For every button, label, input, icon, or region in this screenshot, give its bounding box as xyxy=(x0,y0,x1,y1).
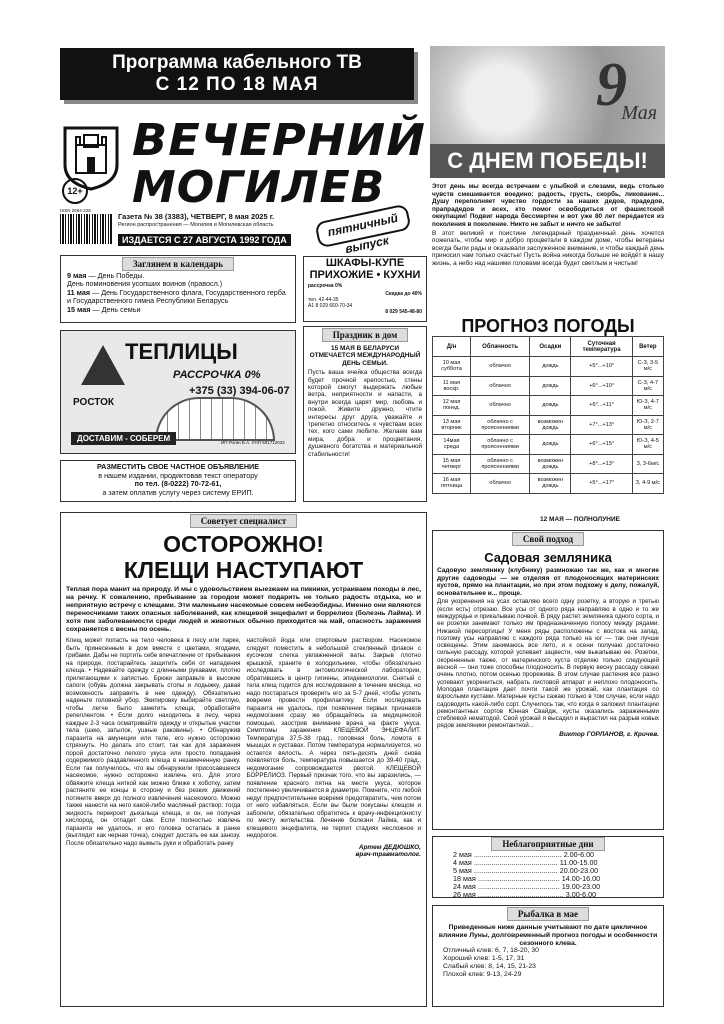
ticks-heading: Советует специалист xyxy=(61,513,426,529)
family-lead: 15 МАЯ В БЕЛАРУСИ ОТМЕЧАЕТСЯ МЕЖДУНАРОДНЫЙ ДЕНЬ СЕМЬИ. xyxy=(309,345,421,367)
issue-info: Газета № 38 (3383), ЧЕТВЕРГ, 8 мая 2025 г. xyxy=(118,212,275,221)
victory-greeting-bold: Этот день мы всегда встречаем с улыбкой и слезами, ведь столько чувств смешивается воедино: радость, грусть, скорбь, ликование... Душу переполняет чувство гордости за наших дедов, прадедов, прапрадедов и всех, кто помог освободиться от фашистской оккупации! Подвиг народа бессмертен и вот уже 80 лет передается из поколения в поколение. Никто не забыт и ничто не забыто! xyxy=(432,183,664,228)
furniture-phone3: 8 029 545-48-80 xyxy=(385,309,422,315)
furniture-phone1: тел. 42-44-35 xyxy=(308,297,339,303)
tv-banner-line1: Программа кабельного ТВ xyxy=(112,52,362,73)
greenhouse-phone: +375 (33) 394-06-07 xyxy=(189,385,290,397)
greenhouse-delivery: ДОСТАВИМ - СОБЕРЕМ xyxy=(71,432,176,445)
family-day-article xyxy=(303,326,427,502)
fishing-lead: Приведенные ниже данные учитывают по дате цикличное влияние Луны, долговременный прогноз погоды и особенности сезонного клева. xyxy=(438,924,658,947)
ticks-author-role: врач-травматолог. xyxy=(355,851,421,859)
distribution-region: Регион распространения — Могилев и Могилевская область xyxy=(118,222,274,228)
friday-edition-stamp: пятничный выпуск xyxy=(314,204,411,249)
weather-title: ПРОГНОЗ ПОГОДЫ xyxy=(461,316,635,336)
fishing-heading: Рыбалка в мае xyxy=(433,906,663,922)
list-item: 5 мая .......................................... 20.00-23.00 xyxy=(453,866,599,875)
furniture-phone2: A1 8 029 660-70-34 xyxy=(308,303,353,309)
furniture-installment: рассрочка 0% xyxy=(308,283,343,289)
ticks-column-2: настойкой йода или спиртовым раствором. Насекомое следует поместить в небольшой стеклянный флакон с кусочком слегка увлажненной ваты. Закрыв плотно крышкой, храните в холодильнике, чтобы обязательно исследовать в энтомологической лаборатории, обратившись в центр гигиены, эпидемиологии. Снятый с тела клещ годится для исследования в течение месяца, но надо постараться проверить его за 5-7 дней, чтобы успеть вовремя провести профилактику. Если исследовать паразита не удалось, при появлении первых признаков недомогания сразу же обращайтесь за медицинской помощью, заострив внимание врача на факте укуса. Симптомы заражения КЛЕЩЕВОЙ ЭНЦЕФАЛИТ. Температура 37,5-38 град., головная боль, ломота в мышцах и суставах. Потом температура нормализуется, но остается вялость. А через пять-десять дней снова появляется боль, температура повышается до 39-40 град., недомогание сопровождается рвотой. КЛЕЩЕВОЙ БОРРЕЛИОЗ. Первый признак того, что вы заразились, — появление красного пятна на месте укуса, которое постепенно увеличивается в диаметре. Помните, что любой недуг предпочтительнее вовремя предотвратить, чем потом от него избавляться. Если вы были покусаны клещом и заболели, обязательно обратитесь к врачу-инфекционисту по месту жительства. Лечение болезни Лайма, как и клещевого энцефалита, не терпит стадиях несложное и недорогое. xyxy=(246,637,421,839)
photo-number: 9 xyxy=(596,51,627,119)
greenhouse-title: ТЕПЛИЦЫ xyxy=(125,339,238,364)
rostok-logo-icon xyxy=(81,345,125,385)
private-ad-line1: РАЗМЕСТИТЬ СВОЕ ЧАСТНОЕ ОБЪЯВЛЕНИЕ xyxy=(97,462,259,471)
weather-header-row: Д/н Облачность Осадки Суточная температура Ветер xyxy=(433,337,664,357)
issn-number: ISSN 2664-228 xyxy=(60,208,91,213)
table-row: 15 мая четверг облачно с прояснениями возможен дождь +8°...+13° З, 3-6м/с xyxy=(433,454,664,474)
greenhouse-advert xyxy=(60,330,296,454)
private-ad-line3: по тел. (8-0222) 70-72-61, xyxy=(134,479,222,489)
greenhouse-fineprint: ИП Рогин Б.А. УНП 591712032 xyxy=(221,440,285,445)
unfavorable-days-box xyxy=(432,836,664,898)
greenhouse-installment: РАССРОЧКА 0% xyxy=(173,369,261,381)
private-ad-notice xyxy=(60,460,296,502)
table-row: 11 мая воскр. облачно дождь +6°...+10° С-З, 4-7 м/с xyxy=(433,376,664,396)
family-body: Пусть ваша ячейка общества всегда будет прочной крепостью, стены которой смогут выдержать любые ветра, неприятности и напасти, а внутри всегда царят мир, любовь и покой. Живите дружно, чтите интересы друг друга, уважайте и трепетно относитесь к чувствам всех тех, кого сами любите. Желаем вам мира, добра и процветания, душевного богатства и материальной стабильности! xyxy=(308,369,422,458)
full-moon-note: 12 МАЯ — ПОЛНОЛУНИЕ xyxy=(540,516,620,523)
masthead-title-line2: МОГИЛЕВ xyxy=(132,162,386,213)
list-item: Отличный клев: 6, 7, 18-20, 30 xyxy=(443,947,539,955)
garden-lead: Садовую землянику (клубнику) размножаю так же, как и многие другие садоводы — не отделяя от плодоносящих материнских кустов, прямо на плантации, но при этом подхожу к делу, пожалуй, основательнее и... проще. xyxy=(437,567,659,597)
ticks-column-1: Клещ может попасть на тело человека в лесу или парке, быть принесенным в дом вместе с цветами, ягодами, грибами. Дабы не портить себе впечатление от пребывания на природе, постарайтесь защитить себя от нападения клеща. • Надевайте одежду с длинными рукавами, плотно прилегающими к запястью. Брюки заправьте в высокие сапоги (обувь должна закрывать стопы и лодыжку, давая возможность заправить в нее одежду). Обязательно наденьте головной убор. Экипировку выбирайте светлую, чтобы легче было заметить клеща, обработайте репеллентом. • Если долго находитесь в лесу, через каждые 2-3 часа осматривайте одежду и открытые участки тела (шею, затылок, ушные раковины). • Обнаружив паразита на амуниции или теле, его нужно осторожно стряхнуть. Но делать это стоит, так как для заражения порой достаточно легкого укуса или просто попадания содержимого раздавленного клеща в незамеченную ранку. Если так получилось, что вы обнаружили присосавшееся насекомое, нужно осторожно извлечь его. Для этого обвяжите клеща ниткой как можно ближе к хоботку, затем растяните ее концы в сторону и без резких движений потяните вверх до полного извлечения насекомого. Можно также нанести на него какой-либо масляный раствор: тогда жидкость перекроет дыхальца клеща, и он, не получая кислород, он отпадет сам. Если полностью извлечь паразита не удалось, и его головка осталась в ранке (выглядит как черная точка), следует достать ее как занозу. После обязательно надо вымыть руки и обработать ранку xyxy=(66,637,241,847)
calendar-item: 11 мая — День Государственного флага, Государственного герба и Государственного гимна Республики Беларусь xyxy=(67,287,286,306)
greenhouse-brand: РОСТОК xyxy=(73,397,115,408)
victory-caption: С ДНЕМ ПОБЕДЫ! xyxy=(430,144,665,178)
list-item: 4 мая .......................................... 11.00-15.00 xyxy=(453,858,598,867)
bad-days-heading: Неблагоприятные дни xyxy=(433,837,663,851)
calendar-box xyxy=(60,255,296,323)
furniture-discount: Скидка до 40% xyxy=(385,291,422,297)
victory-day-photo xyxy=(430,46,665,178)
ticks-headline-1: ОСТОРОЖНО! xyxy=(163,531,324,557)
furniture-advert xyxy=(303,256,427,322)
fishing-box xyxy=(432,905,664,1007)
garden-headline: Садовая земляника xyxy=(484,550,612,565)
table-row: 12 мая понед. облачно дождь +6°...+11° Ю-З, 4-7 м/с xyxy=(433,396,664,416)
table-row: 10 мая суббота облачно дождь +5°...+10° С-З, 3-5 м/с xyxy=(433,357,664,377)
list-item: Плохой клев: 9-13, 24-29 xyxy=(443,970,522,978)
table-row: 16 мая пятница облачно возможен дождь +5°...+17° З, 4-9 м/с xyxy=(433,474,664,494)
victory-greeting xyxy=(432,183,664,269)
ticks-article xyxy=(60,512,427,1007)
garden-body: Для укоренения на усах оставляю всего одну розетку, а вторую и третью (если есть) отрезаю. Все усы от одного ряда направляю в одно и то же междурядье и прикалываю почвой. В ряду растет земляника одного сорта, и ее розетки занимают только им предназначенную полосу между рядами. Никакой пересортицы! У меня ряды расположены с востока на запад, поэтому усы направляю с каждого ряда только на юг — так они лучше освещены. Этим занимаюсь все лето, и к осени получаю достаточно сильную рассаду, которой успевает зацвести, чем выкапываю ее. Розетки, окорененные также, от материнского куста отделяю только следующей весной — они тоже способны плодоносить. В первую весну рассаду сажаю очень плотно, потом осенью прорежива. В этом случае растения все разно успевают укорениться, набрать листовой аппарат и неплохо плодоносить. Молодая плантация дает почти такой же урожай, как плантация со взрослыми кустами. Матерные кусты сажаю только в том случае, если надо садоводить какой-либо сорт. Случилось так, что когда я заложил плантацию ремонтантных сортов Юнная Свайдж, кусты оказались зараженными стеблевой нематодой. Свой урожай я высадил и вырастил на разрыв новых рядов земляники ремонтантной... xyxy=(437,598,659,730)
published-since: ИЗДАЕТСЯ С 27 АВГУСТА 1992 ГОДА xyxy=(118,234,291,246)
ticks-author: Артем ДЕДЮШКО, xyxy=(358,843,421,851)
furniture-ad-title: ШКАФЫ-КУПЕ ПРИХОЖИЕ • КУХНИ xyxy=(309,257,421,281)
garden-author: Виктор ГОРЛАНОВ, г. Кричев. xyxy=(559,730,659,738)
garden-heading: Свой подход xyxy=(433,531,663,547)
weather-table xyxy=(432,336,664,494)
list-item: Слабый клев: 8, 14, 15, 21-23 xyxy=(443,962,536,970)
list-item: 2 мая ............................................ 2.00-6.00 xyxy=(453,851,595,859)
masthead-title-line1: ВЕЧЕРНИЙ xyxy=(132,115,426,166)
ticks-intro: Теплая пора манит на природу. И мы с удовольствием выезжаем на пикники, устраиваем походы в лес, на речку. К сожалению, пребывание за городом может подарить не только радость отдыха, но и неприятную встречу с клещами. Эти маленькие насекомые совсем небезобидны. Именно они являются переносчиками таких опасных заболеваний, как клещевой энцефалит и боррелиоз (болезнь Лайма). И хотя пик заболеваемости среди людей и животных обычно приходится на май, опасность заражения сохраняется с весны по осень. xyxy=(66,586,421,633)
family-heading: Праздник в дом xyxy=(308,327,422,343)
ticks-headline-2: КЛЕЩИ НАСТУПАЮТ xyxy=(123,557,364,583)
photo-month: Мая xyxy=(621,102,657,124)
age-rating-badge: 12+ xyxy=(62,178,88,204)
calendar-item: 9 мая — День Победы. xyxy=(67,271,145,280)
tv-program-banner xyxy=(60,48,414,100)
private-ad-line2: в нашем издании, продиктовав текст оператору xyxy=(98,470,258,480)
list-item: Хороший клев: 1-5, 17, 31 xyxy=(443,955,525,963)
list-item: 18 мая ......................................... 14.00-16.00 xyxy=(453,874,601,883)
tv-banner-line2: С 12 ПО 18 МАЯ xyxy=(155,74,319,95)
calendar-item: 15 мая — День семьи xyxy=(67,304,141,314)
table-row: 13 мая вторник облачно с прояснениями возможен дождь +7°...+13° Ю-З, 2-7 м/с xyxy=(433,415,664,435)
barcode-icon xyxy=(60,214,112,244)
list-item: 26 мая ........................................... 3.00-6.00 xyxy=(453,890,597,899)
victory-greeting-body: В этот великий и поистине легендарный праздничный день хочется пожелать, чтобы мир и добро процветали в каждом доме, чтобы ветераны всегда были рады и оказывали заслуженное внимание, и чтобы каждый день приносил нам только счастье! Пусть война никогда больше не войдёт в нашу жизнь, а небо над нашими головами всегда будет светлым и чистым! xyxy=(432,229,664,267)
calendar-heading: Заглянем в календарь xyxy=(61,256,295,272)
garden-article xyxy=(432,530,664,830)
calendar-item: День поминовения усопших воинов (правосл.) xyxy=(67,279,223,289)
list-item: 24 мая ......................................... 19.00-23.00 xyxy=(453,882,601,891)
private-ad-line4: а затем оплатив услугу через систему ЕРИП. xyxy=(102,487,254,497)
table-row: 14мая среда облачно с прояснениями дождь +6°...+15° Ю-З, 4-5 м/с xyxy=(433,435,664,455)
